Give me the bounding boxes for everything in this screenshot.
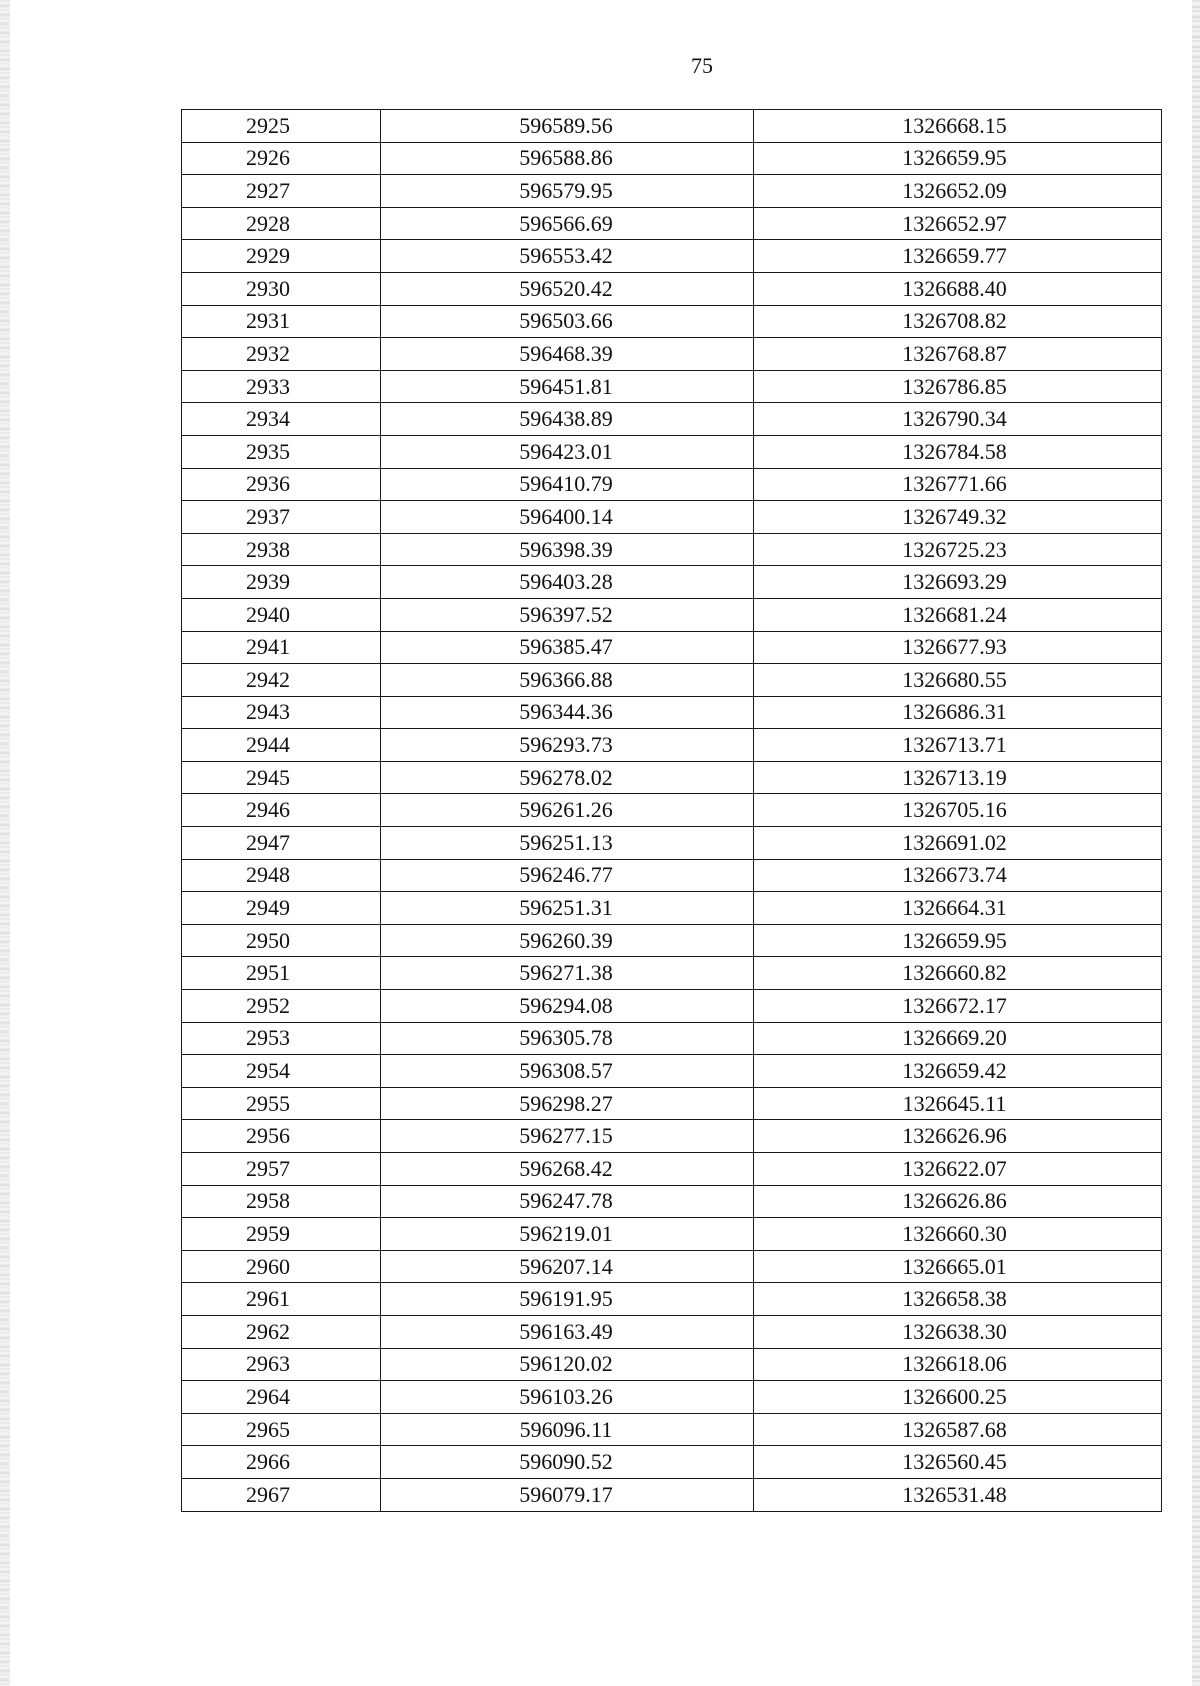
y-coordinate-cell: 1326626.86 <box>754 1185 1162 1218</box>
point-number-cell: 2958 <box>182 1185 381 1218</box>
y-coordinate-cell: 1326673.74 <box>754 859 1162 892</box>
table-row <box>182 435 1162 468</box>
y-coordinate-cell: 1326587.68 <box>754 1413 1162 1446</box>
point-number-cell: 2929 <box>182 240 381 273</box>
table-row <box>182 664 1162 697</box>
table-row <box>182 859 1162 892</box>
y-coordinate-cell: 1326680.55 <box>754 664 1162 697</box>
x-coordinate-cell: 596344.36 <box>381 696 754 729</box>
y-coordinate-cell: 1326708.82 <box>754 305 1162 338</box>
y-coordinate-cell: 1326686.31 <box>754 696 1162 729</box>
table-row <box>182 1185 1162 1218</box>
table-row <box>182 990 1162 1023</box>
y-coordinate-cell: 1326665.01 <box>754 1250 1162 1283</box>
x-coordinate-cell: 596410.79 <box>381 468 754 501</box>
scan-edge-right <box>1192 0 1200 1686</box>
x-coordinate-cell: 596423.01 <box>381 435 754 468</box>
table-row <box>182 338 1162 371</box>
table-row <box>182 598 1162 631</box>
y-coordinate-cell: 1326645.11 <box>754 1087 1162 1120</box>
point-number-cell: 2940 <box>182 598 381 631</box>
y-coordinate-cell: 1326652.09 <box>754 175 1162 208</box>
point-number-cell: 2946 <box>182 794 381 827</box>
point-number-cell: 2925 <box>182 110 381 143</box>
point-number-cell: 2966 <box>182 1446 381 1479</box>
point-number-cell: 2927 <box>182 175 381 208</box>
y-coordinate-cell: 1326669.20 <box>754 1022 1162 1055</box>
y-coordinate-cell: 1326688.40 <box>754 272 1162 305</box>
x-coordinate-cell: 596588.86 <box>381 142 754 175</box>
point-number-cell: 2954 <box>182 1055 381 1088</box>
point-number-cell: 2957 <box>182 1153 381 1186</box>
table-row <box>182 924 1162 957</box>
x-coordinate-cell: 596251.13 <box>381 827 754 860</box>
point-number-cell: 2951 <box>182 957 381 990</box>
y-coordinate-cell: 1326713.19 <box>754 761 1162 794</box>
x-coordinate-cell: 596366.88 <box>381 664 754 697</box>
point-number-cell: 2941 <box>182 631 381 664</box>
point-number-cell: 2943 <box>182 696 381 729</box>
x-coordinate-cell: 596079.17 <box>381 1478 754 1511</box>
table-row <box>182 1022 1162 1055</box>
y-coordinate-cell: 1326749.32 <box>754 501 1162 534</box>
x-coordinate-cell: 596090.52 <box>381 1446 754 1479</box>
y-coordinate-cell: 1326626.96 <box>754 1120 1162 1153</box>
table-row <box>182 761 1162 794</box>
x-coordinate-cell: 596397.52 <box>381 598 754 631</box>
point-number-cell: 2950 <box>182 924 381 957</box>
coordinates-table-body <box>182 110 1162 1512</box>
x-coordinate-cell: 596294.08 <box>381 990 754 1023</box>
table-row <box>182 1283 1162 1316</box>
y-coordinate-cell: 1326659.42 <box>754 1055 1162 1088</box>
table-row <box>182 1315 1162 1348</box>
point-number-cell: 2959 <box>182 1218 381 1251</box>
y-coordinate-cell: 1326693.29 <box>754 566 1162 599</box>
point-number-cell: 2949 <box>182 892 381 925</box>
x-coordinate-cell: 596566.69 <box>381 207 754 240</box>
point-number-cell: 2961 <box>182 1283 381 1316</box>
point-number-cell: 2944 <box>182 729 381 762</box>
x-coordinate-cell: 596579.95 <box>381 175 754 208</box>
table-row <box>182 207 1162 240</box>
x-coordinate-cell: 596385.47 <box>381 631 754 664</box>
x-coordinate-cell: 596247.78 <box>381 1185 754 1218</box>
table-row <box>182 468 1162 501</box>
point-number-cell: 2960 <box>182 1250 381 1283</box>
table-row <box>182 1055 1162 1088</box>
y-coordinate-cell: 1326784.58 <box>754 435 1162 468</box>
table-row <box>182 1218 1162 1251</box>
y-coordinate-cell: 1326725.23 <box>754 533 1162 566</box>
x-coordinate-cell: 596103.26 <box>381 1381 754 1414</box>
table-row <box>182 501 1162 534</box>
x-coordinate-cell: 596096.11 <box>381 1413 754 1446</box>
point-number-cell: 2931 <box>182 305 381 338</box>
point-number-cell: 2928 <box>182 207 381 240</box>
point-number-cell: 2962 <box>182 1315 381 1348</box>
table-row <box>182 1478 1162 1511</box>
table-row <box>182 1446 1162 1479</box>
table-row <box>182 827 1162 860</box>
x-coordinate-cell: 596503.66 <box>381 305 754 338</box>
y-coordinate-cell: 1326691.02 <box>754 827 1162 860</box>
y-coordinate-cell: 1326668.15 <box>754 110 1162 143</box>
y-coordinate-cell: 1326600.25 <box>754 1381 1162 1414</box>
x-coordinate-cell: 596520.42 <box>381 272 754 305</box>
x-coordinate-cell: 596398.39 <box>381 533 754 566</box>
x-coordinate-cell: 596251.31 <box>381 892 754 925</box>
x-coordinate-cell: 596403.28 <box>381 566 754 599</box>
point-number-cell: 2942 <box>182 664 381 697</box>
table-row <box>182 1087 1162 1120</box>
point-number-cell: 2967 <box>182 1478 381 1511</box>
point-number-cell: 2948 <box>182 859 381 892</box>
y-coordinate-cell: 1326790.34 <box>754 403 1162 436</box>
point-number-cell: 2937 <box>182 501 381 534</box>
table-row <box>182 957 1162 990</box>
y-coordinate-cell: 1326672.17 <box>754 990 1162 1023</box>
point-number-cell: 2938 <box>182 533 381 566</box>
x-coordinate-cell: 596468.39 <box>381 338 754 371</box>
table-row <box>182 1153 1162 1186</box>
y-coordinate-cell: 1326681.24 <box>754 598 1162 631</box>
point-number-cell: 2963 <box>182 1348 381 1381</box>
point-number-cell: 2933 <box>182 370 381 403</box>
table-row <box>182 1250 1162 1283</box>
table-row <box>182 370 1162 403</box>
y-coordinate-cell: 1326638.30 <box>754 1315 1162 1348</box>
page-number: 75 <box>691 53 713 78</box>
scan-edge-left <box>0 0 10 1686</box>
table-row <box>182 110 1162 143</box>
x-coordinate-cell: 596277.15 <box>381 1120 754 1153</box>
x-coordinate-cell: 596305.78 <box>381 1022 754 1055</box>
y-coordinate-cell: 1326660.82 <box>754 957 1162 990</box>
x-coordinate-cell: 596191.95 <box>381 1283 754 1316</box>
table-row <box>182 892 1162 925</box>
table-row <box>182 1120 1162 1153</box>
x-coordinate-cell: 596163.49 <box>381 1315 754 1348</box>
x-coordinate-cell: 596207.14 <box>381 1250 754 1283</box>
x-coordinate-cell: 596298.27 <box>381 1087 754 1120</box>
x-coordinate-cell: 596278.02 <box>381 761 754 794</box>
point-number-cell: 2930 <box>182 272 381 305</box>
x-coordinate-cell: 596260.39 <box>381 924 754 957</box>
y-coordinate-cell: 1326618.06 <box>754 1348 1162 1381</box>
table-row <box>182 794 1162 827</box>
point-number-cell: 2964 <box>182 1381 381 1414</box>
point-number-cell: 2936 <box>182 468 381 501</box>
x-coordinate-cell: 596271.38 <box>381 957 754 990</box>
x-coordinate-cell: 596400.14 <box>381 501 754 534</box>
x-coordinate-cell: 596268.42 <box>381 1153 754 1186</box>
x-coordinate-cell: 596261.26 <box>381 794 754 827</box>
x-coordinate-cell: 596219.01 <box>381 1218 754 1251</box>
point-number-cell: 2935 <box>182 435 381 468</box>
table-row <box>182 729 1162 762</box>
y-coordinate-cell: 1326658.38 <box>754 1283 1162 1316</box>
x-coordinate-cell: 596120.02 <box>381 1348 754 1381</box>
x-coordinate-cell: 596451.81 <box>381 370 754 403</box>
point-number-cell: 2934 <box>182 403 381 436</box>
table-row <box>182 696 1162 729</box>
point-number-cell: 2956 <box>182 1120 381 1153</box>
y-coordinate-cell: 1326659.95 <box>754 142 1162 175</box>
y-coordinate-cell: 1326660.30 <box>754 1218 1162 1251</box>
table-row <box>182 1348 1162 1381</box>
table-row <box>182 631 1162 664</box>
table-row <box>182 1413 1162 1446</box>
point-number-cell: 2947 <box>182 827 381 860</box>
y-coordinate-cell: 1326622.07 <box>754 1153 1162 1186</box>
table-row <box>182 305 1162 338</box>
x-coordinate-cell: 596438.89 <box>381 403 754 436</box>
y-coordinate-cell: 1326705.16 <box>754 794 1162 827</box>
x-coordinate-cell: 596293.73 <box>381 729 754 762</box>
x-coordinate-cell: 596308.57 <box>381 1055 754 1088</box>
y-coordinate-cell: 1326786.85 <box>754 370 1162 403</box>
y-coordinate-cell: 1326560.45 <box>754 1446 1162 1479</box>
y-coordinate-cell: 1326652.97 <box>754 207 1162 240</box>
point-number-cell: 2932 <box>182 338 381 371</box>
y-coordinate-cell: 1326664.31 <box>754 892 1162 925</box>
y-coordinate-cell: 1326771.66 <box>754 468 1162 501</box>
table-row <box>182 533 1162 566</box>
x-coordinate-cell: 596553.42 <box>381 240 754 273</box>
y-coordinate-cell: 1326713.71 <box>754 729 1162 762</box>
y-coordinate-cell: 1326659.77 <box>754 240 1162 273</box>
point-number-cell: 2952 <box>182 990 381 1023</box>
table-row <box>182 272 1162 305</box>
point-number-cell: 2945 <box>182 761 381 794</box>
point-number-cell: 2965 <box>182 1413 381 1446</box>
table-row <box>182 240 1162 273</box>
y-coordinate-cell: 1326531.48 <box>754 1478 1162 1511</box>
table-row <box>182 175 1162 208</box>
x-coordinate-cell: 596589.56 <box>381 110 754 143</box>
table-row <box>182 403 1162 436</box>
y-coordinate-cell: 1326659.95 <box>754 924 1162 957</box>
y-coordinate-cell: 1326677.93 <box>754 631 1162 664</box>
table-row <box>182 1381 1162 1414</box>
table-row <box>182 142 1162 175</box>
point-number-cell: 2953 <box>182 1022 381 1055</box>
x-coordinate-cell: 596246.77 <box>381 859 754 892</box>
point-number-cell: 2955 <box>182 1087 381 1120</box>
table-row <box>182 566 1162 599</box>
point-number-cell: 2926 <box>182 142 381 175</box>
coordinates-table <box>181 109 1162 1512</box>
y-coordinate-cell: 1326768.87 <box>754 338 1162 371</box>
point-number-cell: 2939 <box>182 566 381 599</box>
